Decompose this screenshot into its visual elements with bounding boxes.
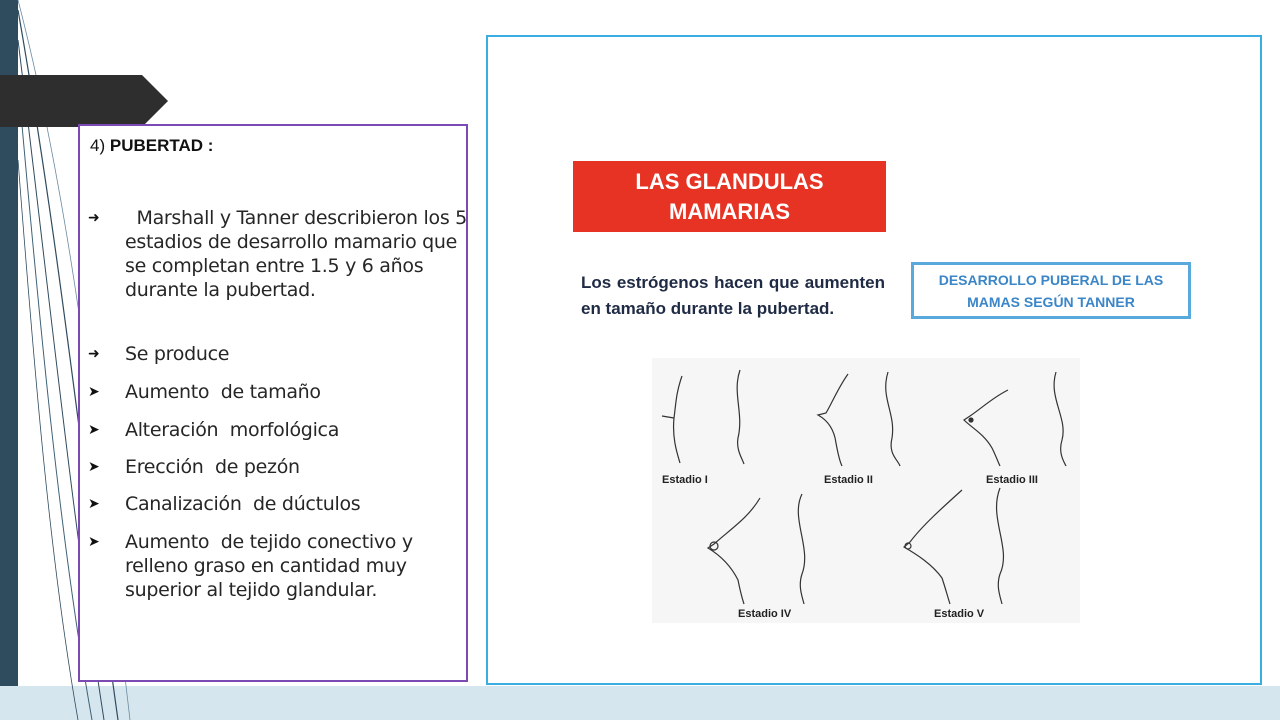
list-item-text: Aumento de tamaño — [125, 381, 321, 403]
chevron-icon: ➤ — [88, 384, 100, 400]
tanner-title-line-2: MAMAS SEGÚN TANNER — [967, 293, 1135, 310]
stage-label: Estadio V — [934, 608, 985, 620]
arrow-icon: ➜ — [88, 346, 100, 362]
title-tab — [0, 75, 168, 127]
chevron-icon: ➤ — [88, 459, 100, 475]
text-panel — [78, 124, 473, 682]
list-item — [88, 418, 467, 442]
list-item-text: Aumento de tejido conectivo y relleno graso en cantidad muy superior al tejido glandular. — [125, 531, 419, 601]
tanner-title-box — [911, 262, 1191, 319]
list-item-text: Erección de pezón — [125, 456, 300, 478]
arrow-icon: ➜ — [88, 210, 100, 226]
list-item-text: Se produce — [125, 343, 230, 365]
stage-label: Estadio II — [824, 474, 873, 486]
list-item-text: Marshall y Tanner describieron los 5 estadios de desarrollo mamario que se completan entre 1.5 y 6 años durante la pubertad. — [125, 207, 473, 301]
stage-label: Estadio IV — [738, 608, 792, 620]
list-item — [88, 206, 473, 302]
bottom-band — [0, 686, 1280, 720]
stage-label: Estadio I — [662, 474, 708, 486]
chevron-icon: ➤ — [88, 422, 100, 438]
estrogen-description: Los estrógenos hacen que aumenten en tamaño durante la pubertad. — [581, 273, 885, 318]
banner-line-1: LAS GLANDULAS — [635, 168, 824, 194]
banner-line-2: MAMARIAS — [669, 198, 790, 224]
tanner-stages-figure — [652, 358, 1080, 623]
stage-label: Estadio III — [986, 474, 1038, 486]
tanner-stages-drawing — [652, 358, 1080, 623]
heading-number: 4) — [90, 136, 106, 155]
chevron-icon: ➤ — [88, 496, 100, 512]
list-item — [88, 342, 467, 366]
list-item — [88, 455, 467, 479]
list-item — [88, 380, 467, 404]
list-item-text: Canalización de dúctulos — [125, 493, 361, 515]
tanner-title-line-1: DESARROLLO PUBERAL DE LAS — [938, 271, 1164, 288]
list-item — [88, 492, 467, 516]
red-title-banner — [573, 161, 886, 232]
slide-heading — [90, 136, 213, 156]
list-item-text: Alteración morfológica — [125, 419, 340, 441]
chevron-icon: ➤ — [88, 534, 100, 550]
list-item — [88, 530, 467, 602]
heading-title: PUBERTAD : — [109, 136, 214, 155]
